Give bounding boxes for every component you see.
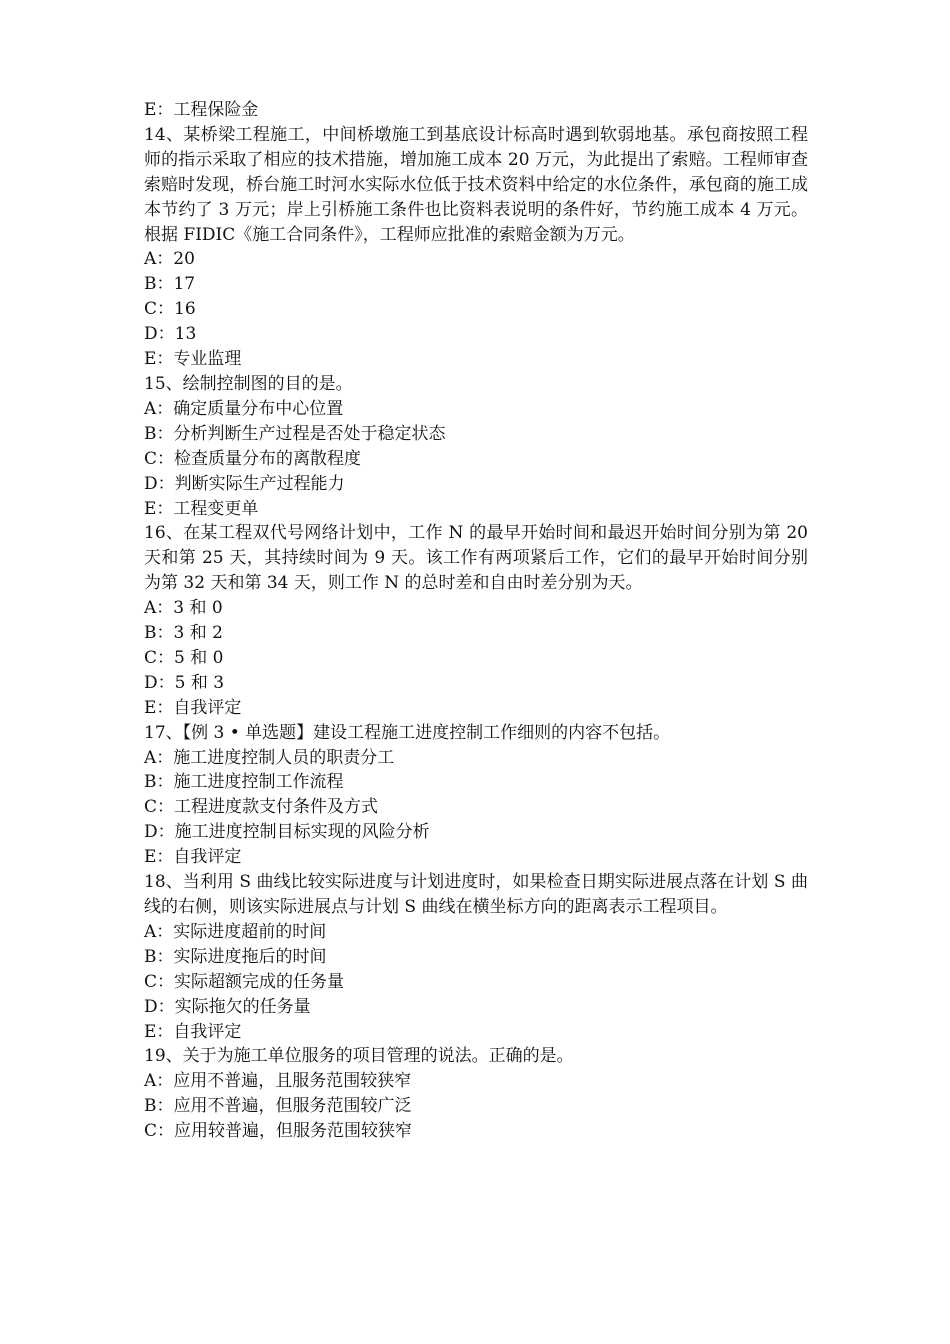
question-16-stem: 16、在某工程双代号网络计划中，工作 N 的最早开始时间和最迟开始时间分别为第 20 天和第 25 天，其持续时间为 9 天。该工作有两项紧后工作，它们的最早开始时间分别为第 32 天和第 34 天，则工作 N 的总时差和自由时差分别为天。 [144, 523, 808, 594]
question-15-stem: 15、绘制控制图的目的是。 [144, 373, 353, 394]
question-15-option-d: D：判断实际生产过程能力 [144, 473, 345, 494]
question-18-stem: 18、当利用 S 曲线比较实际进度与计划进度时，如果检查日期实际进展点落在计划 S 曲线的右侧，则该实际进展点与计划 S 曲线在横坐标方向的距离表示工程项目。 [144, 872, 808, 917]
question-16-option-a: A：3 和 0 [144, 598, 223, 619]
question-14-option-b: B：17 [144, 274, 196, 295]
question-18-option-c: C：实际超额完成的任务量 [144, 971, 345, 992]
question-16-option-c: C：5 和 0 [144, 647, 224, 668]
question-18-option-b: B：实际进度拖后的时间 [144, 946, 327, 967]
question-19-option-b: B：应用不普遍，但服务范围较广泛 [144, 1096, 412, 1117]
question-14-option-c: C：16 [144, 299, 196, 320]
question-17-stem: 17、【例 3 • 单选题】建设工程施工进度控制工作细则的内容不包括。 [144, 722, 671, 743]
question-14-option-e: E：专业监理 [144, 349, 242, 370]
question-14-option-d: D：13 [144, 324, 197, 345]
question-15-option-a: A：确定质量分布中心位置 [144, 398, 344, 419]
question-14-stem: 14、某桥梁工程施工，中间桥墩施工到基底设计标高时遇到软弱地基。承包商按照工程师的指示采取了相应的技术措施，增加施工成本 20 万元，为此提出了索赔。工程师审查索赔时发现，桥台施工时河水实际水位低于技术资料中给定的水位条件，承包商的施工成本节约了 3 万元；岸上引桥施工条件也比资料表说明的条件好，节约施工成本 4 万元。根据 FIDIC《施工合同条件》，工程师应批准的索赔金额为万元。 [144, 124, 808, 245]
question-15-option-b: B：分析判断生产过程是否处于稳定状态 [144, 423, 446, 444]
question-16-option-b: B：3 和 2 [144, 623, 223, 644]
question-17-option-d: D：施工进度控制目标实现的风险分析 [144, 822, 430, 843]
question-15-option-e: E：工程变更单 [144, 498, 259, 519]
question-17-option-b: B：施工进度控制工作流程 [144, 772, 344, 793]
question-16-option-d: D：5 和 3 [144, 672, 225, 693]
question-19-option-a: A：应用不普遍，且服务范围较狭窄 [144, 1071, 412, 1092]
question-18-option-a: A：实际进度超前的时间 [144, 921, 327, 942]
option-e-prev: E：工程保险金 [144, 100, 259, 120]
question-17-option-e: E：自我评定 [144, 847, 242, 868]
question-16-option-e: E：自我评定 [144, 697, 242, 718]
document-page [144, 98, 808, 1144]
question-17-option-a: A：施工进度控制人员的职责分工 [144, 747, 395, 768]
question-17-option-c: C：工程进度款支付条件及方式 [144, 797, 379, 818]
question-18-option-e: E：自我评定 [144, 1021, 242, 1042]
question-15-option-c: C：检查质量分布的离散程度 [144, 448, 362, 469]
question-19-option-c: C：应用较普遍，但服务范围较狭窄 [144, 1121, 413, 1142]
question-14-option-a: A：20 [144, 249, 195, 270]
question-18-option-d: D：实际拖欠的任务量 [144, 996, 311, 1017]
question-19-stem: 19、关于为施工单位服务的项目管理的说法。正确的是。 [144, 1046, 574, 1067]
